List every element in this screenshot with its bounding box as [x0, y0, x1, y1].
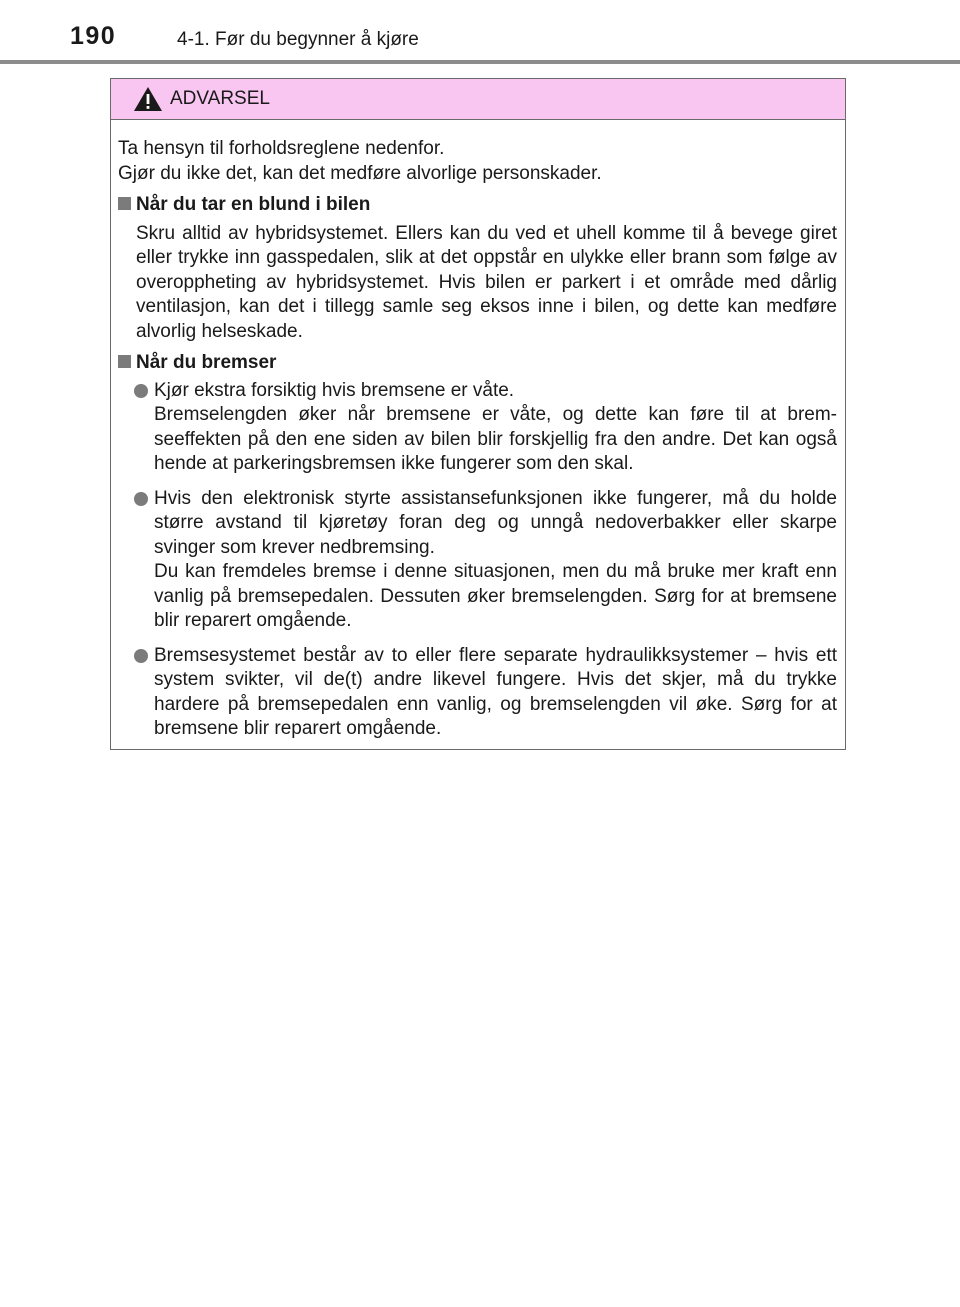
intro-line: Gjør du ikke det, kan det medføre alvorlige personskader. [118, 162, 602, 184]
paragraph: Kjør ekstra forsiktig hvis bremsene er våte. [154, 379, 515, 401]
warning-box [110, 78, 846, 750]
page-header [0, 0, 960, 64]
section-heading-text: Når du bremser [136, 352, 277, 373]
section-heading-text: Når du tar en blund i bilen [136, 194, 371, 215]
paragraph: Du kan fremdeles bremse i denne situasjonen, men du må bruke mer kraft enn vanlig på bremsepedalen. Dessuten øker bremselengden. Sørg for at bremsene blir reparert omgående. [154, 561, 837, 631]
section-nap [118, 193, 837, 344]
warning-body [111, 120, 845, 742]
list-item-text [154, 487, 837, 634]
warning-title: ADVARSEL [170, 88, 270, 109]
section-heading [118, 193, 837, 218]
section-text: Skru alltid av hybridsystemet. Ellers kan du ved et uhell komme til å bevege giret eller trykke inn gasspedalen, slik at det oppstår en ulykke eller brann som følge av overoppheting av hybridsystemet. Hvis bilen er parkert i et område med dårlig ventilasjon, kan det i tillegg samle seg eksos inne i bilen, og dette kan medføre alvorlig helseskade. [136, 222, 837, 342]
section-title: 4-1. Før du begynner å kjøre [177, 29, 419, 50]
round-bullet-icon [134, 649, 148, 663]
page-number: 190 [70, 22, 117, 50]
round-bullet-icon [134, 492, 148, 506]
list-item [134, 644, 837, 742]
paragraph: Bremselengden øker når bremsene er våte, og dette kan føre til at brem-seeffekten på den ene siden av bilen blir forskjellig fra den andre. Det kan også hende at parkeringsbremsen ikke fungerer som den skal. [154, 404, 837, 474]
square-bullet-icon [118, 197, 131, 210]
list-item-text [154, 379, 837, 477]
paragraph: Hvis den elektronisk styrte assistansefunksjonen ikke fungerer, må du holde større avstand til kjøretøy foran deg og unngå nedoverbakker eller skarpe svinger som krever nedbremsing. [154, 487, 837, 558]
round-bullet-icon [134, 384, 148, 398]
bullet-list [134, 379, 837, 742]
list-item [134, 487, 837, 634]
section-heading [118, 351, 837, 376]
section-braking [118, 351, 837, 742]
warning-triangle-icon [133, 86, 163, 112]
warning-intro [118, 137, 837, 186]
list-item [134, 379, 837, 477]
list-item-text [154, 644, 837, 742]
intro-line: Ta hensyn til forholdsreglene nedenfor. [118, 138, 445, 159]
warning-header [111, 79, 845, 120]
paragraph: Bremsesystemet består av to eller flere separate hydraulikksystemer – hvis ett system svikter, vil de(t) andre likevel fungere. Hvis det skjer, må du trykke hardere på bremsepedalen enn vanlig, og bremselengden vil øke. Sørg for at bremsene blir reparert omgående. [154, 644, 837, 739]
header-divider [0, 60, 960, 64]
square-bullet-icon [118, 355, 131, 368]
